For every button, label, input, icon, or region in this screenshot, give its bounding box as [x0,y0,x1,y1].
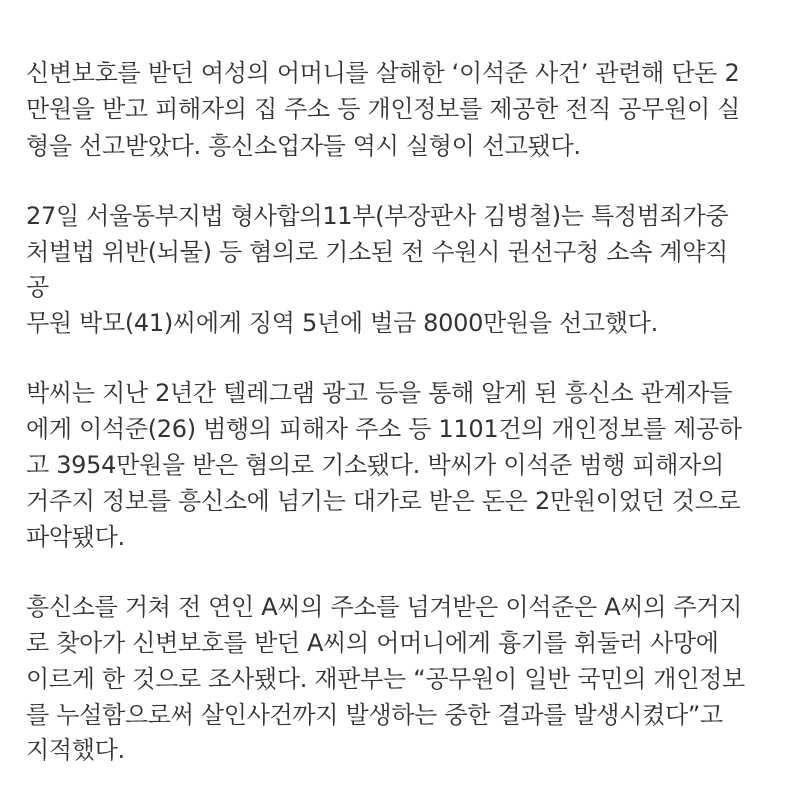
paragraph-3-line-1: 박씨는 지난 2년간 텔레그램 광고 등을 통해 알게 된 흥신소 관계자들 [26,379,733,407]
paragraph-2-line-4: 무원 박모(41)씨에게 징역 5년에 벌금 8000만원을 선고했다. [26,309,658,337]
paragraph-4-line-2: 로 찾아가 신변보호를 받던 A씨의 어머니에게 흉기를 휘둘러 사망에 [26,629,719,657]
paragraph-2-line-3: 공 [26,273,49,301]
paragraph-1-line-1: 신변보호를 받던 여성의 어머니를 살해한 ‘이석준 사건’ 관련해 단돈 2 [26,59,740,87]
paragraph-1-line-3: 형을 선고받았다. 흥신소업자들 역시 실형이 선고됐다. [26,132,581,160]
paragraph-4-line-4: 를 누설함으로써 살인사건까지 발생하는 중한 결과를 발생시켰다”고 [26,701,723,729]
paragraph-4-line-5: 지적했다. [26,736,125,764]
paragraph-3-line-2: 에게 이석준(26) 범행의 피해자 주소 등 1101건의 개인정보를 제공하 [26,415,742,443]
paragraph-3-line-5: 파악됐다. [26,523,125,551]
paragraph-1-line-2: 만원을 받고 피해자의 집 주소 등 개인정보를 제공한 전직 공무원이 실 [26,95,741,123]
paragraph-3-line-4: 거주지 정보를 흥신소에 넘기는 대가로 받은 돈은 2만원이었던 것으로 [26,487,741,515]
paragraph-3-line-3: 고 3954만원을 받은 혐의로 기소됐다. 박씨가 이석준 범행 피해자의 [26,451,724,479]
paragraph-2-line-2: 처벌법 위반(뇌물) 등 혐의로 기소된 전 수원시 권선구청 소속 계약직 [26,238,728,266]
paragraph-2-line-1: 27일 서울동부지법 형사합의11부(부장판사 김병철)는 특정범죄가중 [26,202,729,230]
paragraph-4-line-1: 흥신소를 거쳐 전 연인 A씨의 주소를 넘겨받은 이석준은 A씨의 주거지 [26,593,743,621]
paragraph-4-line-3: 이르게 한 것으로 조사됐다. 재판부는 “공무원이 일반 국민의 개인정보 [26,665,745,693]
